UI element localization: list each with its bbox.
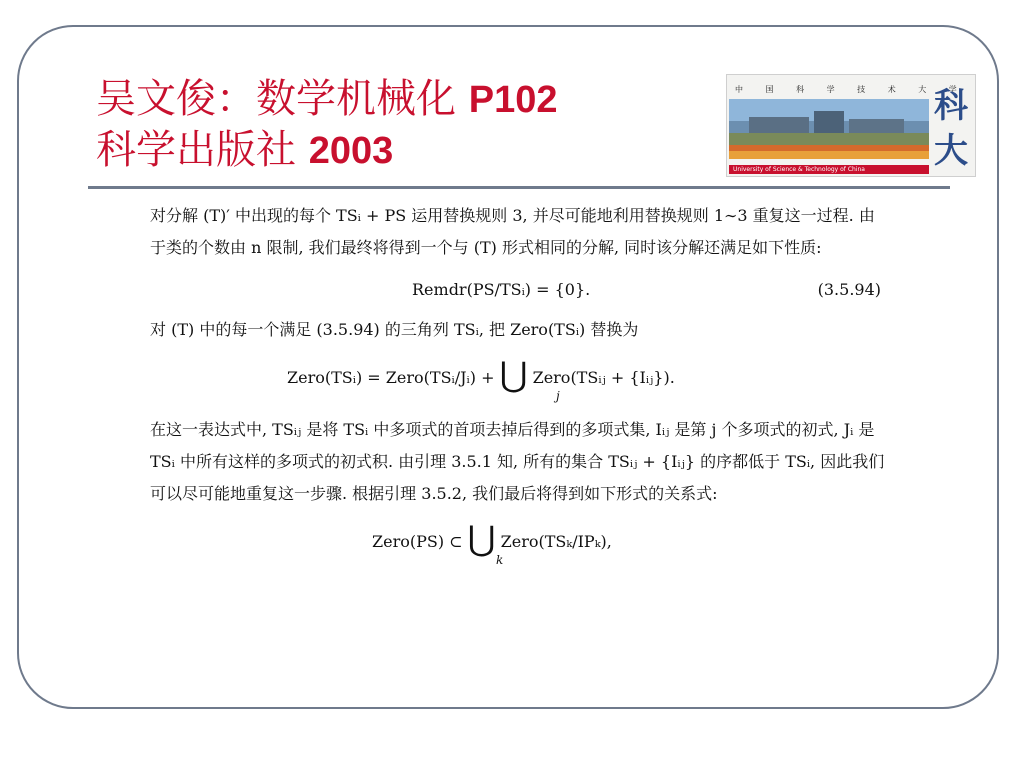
union-subscript-j: j <box>556 389 560 403</box>
document-body <box>150 200 885 568</box>
equation-zero-left: Zero(TSᵢ) = Zero(TSᵢ/Jᵢ) + <box>287 368 500 387</box>
seal-icon <box>931 77 971 174</box>
equation-zero-ps <box>150 514 885 568</box>
title-line1: 吴文俊：数学机械化 P102 <box>96 76 558 122</box>
union-subscript-k: k <box>496 553 504 567</box>
equation-3-5-94 <box>150 270 885 314</box>
title-divider <box>88 186 950 189</box>
svg-text:大: 大 <box>934 131 968 171</box>
equation-remdr: Remdr(PS/TSᵢ) = {0}. <box>412 280 591 299</box>
logo-caption: University of Science & Technology of China <box>729 165 929 174</box>
union-symbol: ⋃ <box>467 519 496 559</box>
svg-text:科: 科 <box>934 86 968 126</box>
campus-photo <box>729 99 929 169</box>
paragraph-2: 对 (T) 中的每一个满足 (3.5.94) 的三角列 TSᵢ, 把 Zero(TSᵢ) 替换为 <box>150 320 639 339</box>
title-line2: 科学出版社 2003 <box>96 127 394 173</box>
title-year: 2003 <box>308 130 394 172</box>
equation-zero-right: Zero(TSᵢⱼ + {Iᵢⱼ}). <box>527 368 675 387</box>
slide-title <box>96 74 557 176</box>
equation-ps-right: Zero(TSₖ/IPₖ), <box>495 532 612 551</box>
title-page-number: P102 <box>468 79 558 121</box>
university-logo <box>726 74 976 177</box>
equation-ps-left: Zero(PS) ⊂ <box>372 532 468 551</box>
paragraph-3: 在这一表达式中, TSᵢⱼ 是将 TSᵢ 中多项式的首项去掉后得到的多项式集, Iᵢⱼ 是第 j 个多项式的初式, Jᵢ 是 TSᵢ 中所有这样的多项式的初式积. 由引理 3.5.1 知, 所有的集合 TSᵢⱼ + {Iᵢⱼ} 的序都低于 TSᵢ, 因此我们可以尽可能地重复这一步骤. 根据引理 3.5.2, 我们最后将得到如下形式的关系式: <box>150 420 885 503</box>
paragraph-1: 对分解 (T)′ 中出现的每个 TSᵢ + PS 运用替换规则 3, 并尽可能地利用替换规则 1∼3 重复这一过程. 由于类的个数由 n 限制, 我们最终将得到一个与 (T) 形式相同的分解, 同时该分解还满足如下性质: <box>150 206 875 257</box>
equation-zero-ts <box>150 350 885 408</box>
logo-top-text: 中 国 科 学 技 术 大 学 <box>735 85 967 94</box>
union-symbol: ⋃ <box>499 355 528 395</box>
equation-number: (3.5.94) <box>817 280 881 299</box>
